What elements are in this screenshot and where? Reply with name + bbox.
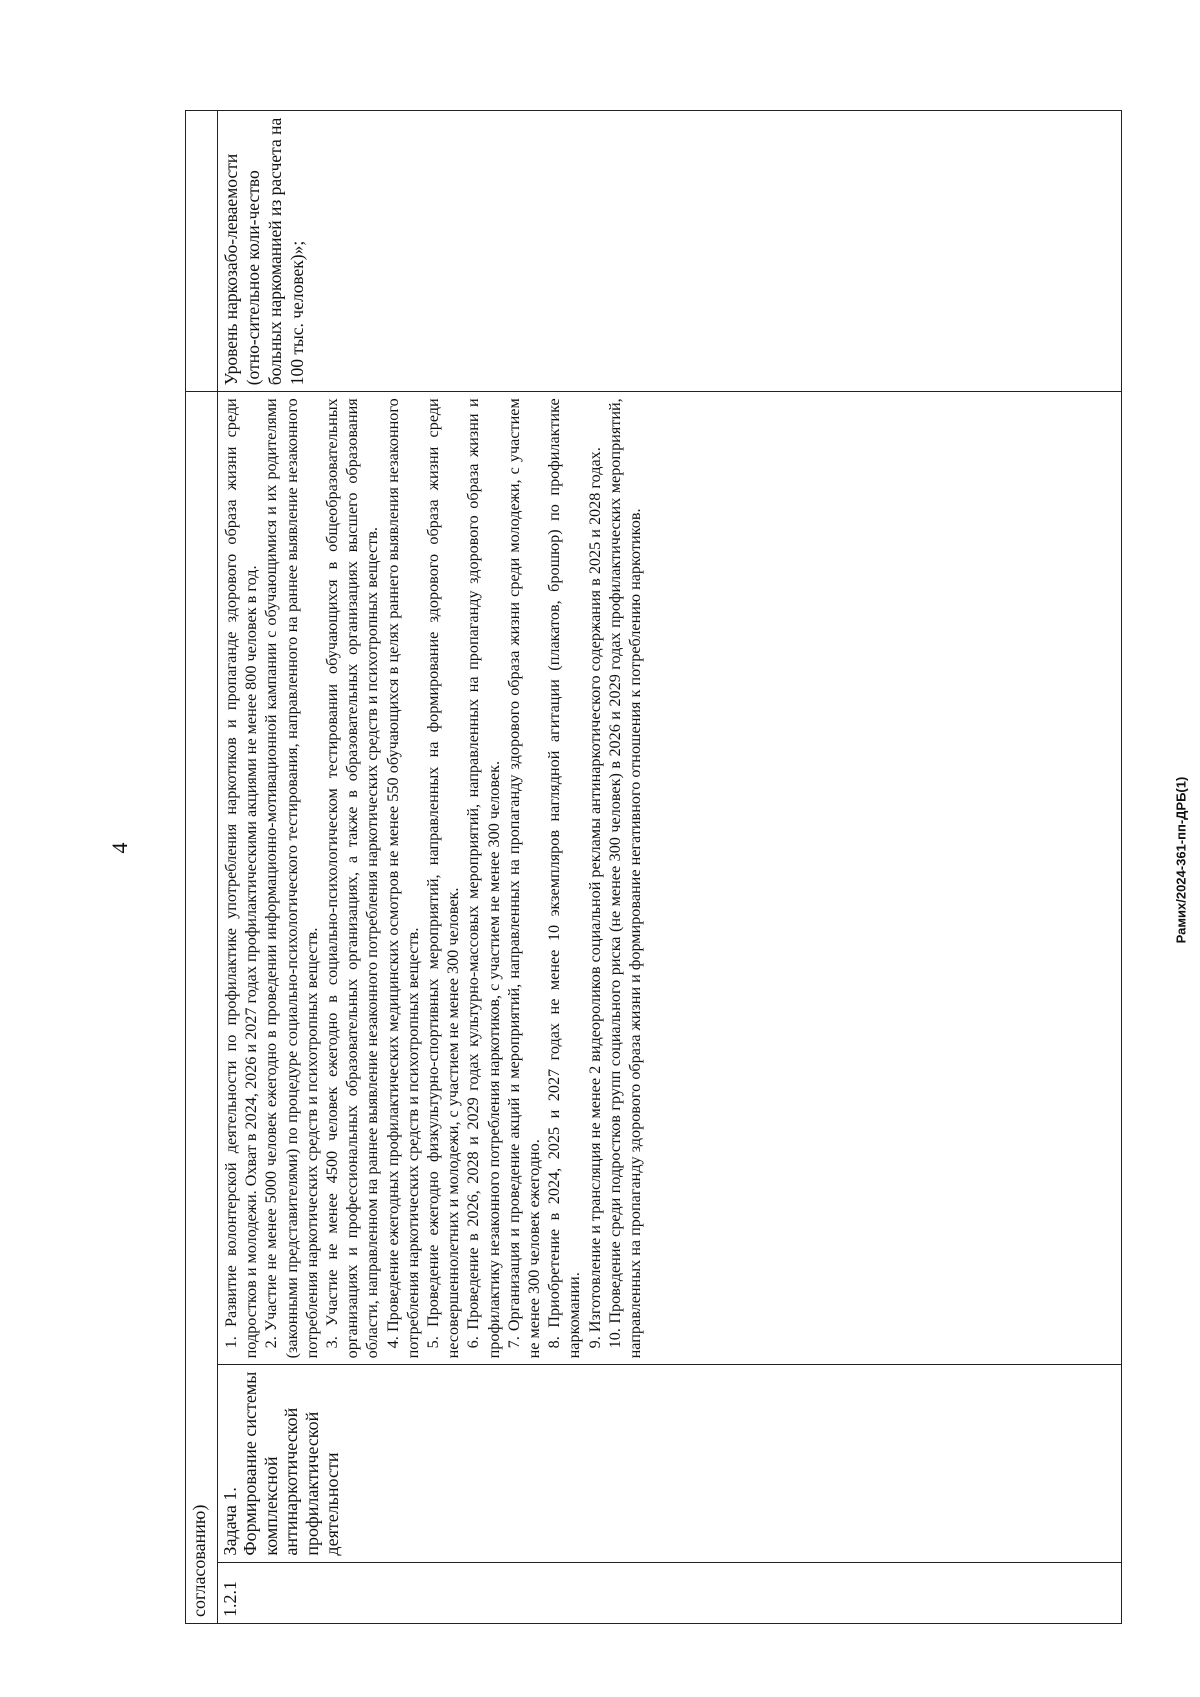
- table-row: [218, 111, 1122, 1624]
- activities-cell: [218, 392, 1122, 1365]
- page-number: 4: [107, 842, 132, 854]
- header-cell-left: согласованию): [186, 392, 218, 1624]
- program-table: [185, 110, 1122, 1624]
- table-frame: [185, 110, 1122, 1624]
- activity-item: 10. Проведение среди подростков групп социального риска (не менее 300 человек) в 2026 и 2029 годах профилактических мероприятий, направленных на пропаганду здорового образа жизни и формирование негативного отношения к потреблению наркотиков.: [605, 398, 645, 1359]
- document-code: Рамих/2024-361-пп-ДРБ(1): [1173, 776, 1189, 944]
- activity-item: 7. Организация и проведение акций и мероприятий, направленных на пропаганду здорового образа жизни среди молодежи, с участием не менее 300 человек ежегодно.: [504, 398, 544, 1359]
- table-header-row: [186, 111, 218, 1624]
- header-cell-right: [186, 111, 218, 392]
- indicator-cell: Уровень наркозабо-леваемости (отно-сительное коли-чество больных наркоманией из расчета на 100 тыс. человек)»;: [218, 111, 1122, 392]
- activity-item: 2. Участие не менее 5000 человек ежегодно в проведении информационно-мотивационной кампании с обучающимися и их родителями (законными представителями) по процедуре социально-психологического тестирования, направленного на раннее выявление незаконного потребления наркотических средств и психотропных веществ.: [262, 398, 321, 1359]
- activity-item: 5. Проведение ежегодно физкультурно-спортивных мероприятий, направленных на формирование здорового образа жизни среди несовершеннолетних и молодежи, с участием не менее 300 человек.: [424, 398, 463, 1359]
- activity-item: 8. Приобретение в 2024, 2025 и 2027 годах не менее 10 экземпляров наглядной агитации (плакатов, брошюр) по профилактике наркомании.: [545, 398, 584, 1359]
- task-cell: Задача 1. Формирование системы комплексной антинаркотической профилактической деятельности: [218, 1365, 1122, 1562]
- rotated-table-container: [185, 110, 1122, 1624]
- activity-item: 9. Изготовление и трансляция не менее 2 видеороликов социальной рекламы антинаркотического содержания в 2025 и 2028 годах.: [585, 447, 604, 1349]
- activity-item: 1. Развитие волонтерской деятельности по профилактике употребления наркотиков и пропаганде здорового образа жизни среди подростков и молодежи. Охват в 2024, 2026 и 2027 годах профилактическими акциями не менее 800 человек в год.: [222, 398, 261, 1359]
- row-number-cell: 1.2.1: [218, 1562, 1122, 1623]
- activity-item: 4. Проведение ежегодных профилактических медицинских осмотров не менее 550 обучающихся в целях раннего выявления незаконного потребления наркотических средств и психотропных веществ.: [383, 398, 422, 1359]
- activity-item: 6. Проведение в 2026, 2028 и 2029 годах культурно-массовых мероприятий, направленных на пропаганду здорового образа жизни и профилактику незаконного потребления наркотиков, с участием не менее 300 человек.: [464, 398, 503, 1359]
- activity-item: 3. Участие не менее 4500 человек ежегодно в социально-психологическом тестировании обучающихся в общеобразовательных организациях и профессиональных образовательных организациях, а также в образовательных организациях высшего образования области, направленном на раннее выявление незаконного потребления наркотических средств и психотропных веществ.: [323, 398, 382, 1359]
